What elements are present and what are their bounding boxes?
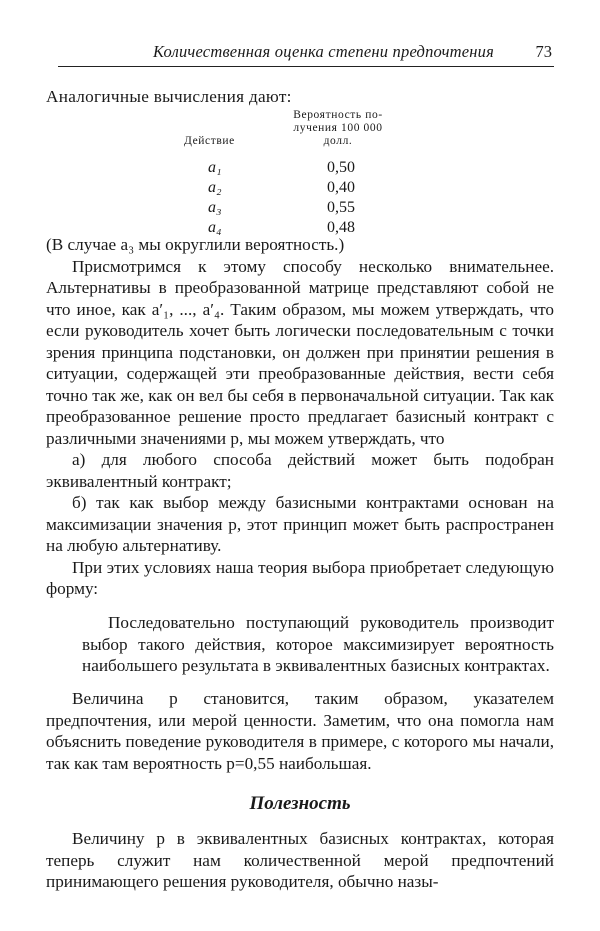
- running-head: [46, 40, 554, 64]
- column-header-action: Действие: [184, 135, 235, 147]
- section-text: [46, 828, 554, 893]
- probability-table: [178, 109, 406, 238]
- action-cell: a₃: [208, 199, 222, 216]
- main-text-block: [46, 234, 554, 600]
- action-cell: a₄: [208, 219, 222, 236]
- block-quote-text: Последовательно поступающий руководитель производит выбор такого действия, которое максимизирует вероятность наибольшего результата в эквивалентных базисных контрактах.: [82, 613, 554, 675]
- block-quote: [82, 612, 554, 677]
- text-after-quote: [46, 688, 554, 774]
- probability-cell: 0,50: [327, 159, 355, 176]
- paragraph-rounding-note: (В случае a₃ мы округлили вероятность.): [46, 235, 345, 254]
- paragraph-item-a: а) для любого способа действий может быть подобран эквивалентный контракт;: [46, 450, 554, 491]
- column-header-probability-line-3: долл.: [323, 135, 353, 147]
- table-row: [178, 158, 406, 178]
- probability-cell: 0,55: [327, 199, 355, 216]
- section-heading: Полезность: [249, 793, 351, 814]
- paragraph-theory-form: При этих условиях наша теория выбора приобретает следующую форму:: [46, 557, 554, 598]
- probability-cell: 0,48: [327, 219, 355, 236]
- paragraph-utility: Величину p в эквивалентных базисных контрактах, которая теперь служит нам количественной мерой предпочтений принимающего решения руководителя, обычно назы-: [46, 829, 554, 891]
- page-number: 73: [535, 42, 552, 61]
- paragraph-preference-index: Величина p становится, таким образом, указателем предпочтения, или мерой ценности. Заметим, что она помогла нам объяснить поведение руководителя в примере, с которого мы начали, так как там вероятность p=0,55 наибольшая.: [46, 689, 554, 773]
- running-title: Количественная оценка степени предпочтения: [153, 42, 494, 61]
- table-header-row: [178, 109, 406, 158]
- action-cell: a₁: [208, 159, 222, 176]
- column-header-probability-line-1: Вероятность по-: [293, 109, 383, 121]
- action-cell: a₂: [208, 179, 222, 196]
- column-header-probability-line-2: лучения 100 000: [293, 122, 383, 134]
- table-row: [178, 198, 406, 218]
- paragraph-closer-look: Присмотримся к этому способу несколько внимательнее. Альтернативы в преобразованной матрице представляют собой не что иное, как a′₁, ..., a′₄. Таким образом, мы можем утверждать, что если руководитель хочет быть логически последовательным с точки зрения принципа подстановки, он должен при принятии решения в ситуации, содержащей эти преобразованные действия, вести себя точно так же, как он вел бы себя в первоначальной ситуации. Так как преобразованное решение просто предлагает базисный контракт с различными значениями p, мы можем утверждать, что: [46, 256, 554, 448]
- column-header-probability: [270, 109, 406, 158]
- probability-cell: 0,40: [327, 179, 355, 196]
- header-rule: [58, 66, 554, 67]
- table-row: [178, 178, 406, 198]
- paragraph-item-b: б) так как выбор между базисными контрактами основан на максимизации значения p, этот принцип может быть распространен на любую альтернативу.: [46, 493, 554, 555]
- intro-text: Аналогичные вычисления дают:: [46, 87, 292, 106]
